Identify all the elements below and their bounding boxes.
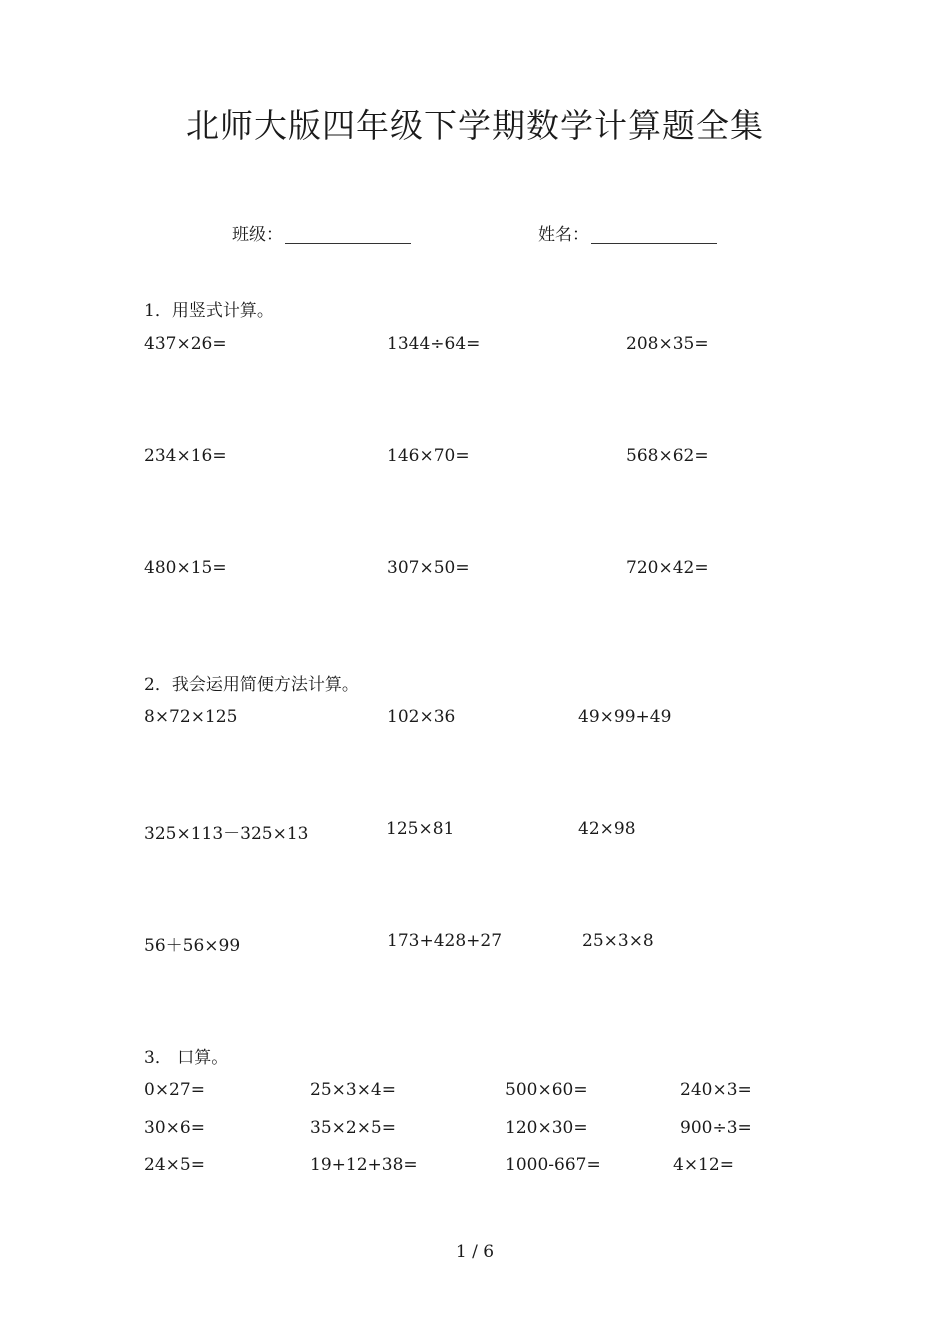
problem: 720×42= xyxy=(626,558,709,578)
section-3-heading: 3． 口算。 xyxy=(144,1048,229,1068)
class-blank[interactable] xyxy=(285,227,411,244)
name-blank[interactable] xyxy=(591,227,717,244)
problem: 146×70= xyxy=(387,446,470,466)
problem: 325×113－325×13 xyxy=(144,824,309,844)
name-field xyxy=(538,220,717,245)
problem: 102×36 xyxy=(387,707,456,727)
problem: 208×35= xyxy=(626,334,709,354)
problem: 568×62= xyxy=(626,446,709,466)
problem: 307×50= xyxy=(387,558,470,578)
problem: 19+12+38= xyxy=(310,1155,418,1175)
problem: 25×3×8 xyxy=(582,931,654,951)
problem: 500×60= xyxy=(505,1080,588,1100)
problem: 900÷3= xyxy=(680,1118,752,1138)
problem: 480×15= xyxy=(144,558,227,578)
problem: 234×16= xyxy=(144,446,227,466)
problem: 35×2×5= xyxy=(310,1118,396,1138)
section-1-heading: 1．用竖式计算。 xyxy=(144,301,274,321)
problem: 173+428+27 xyxy=(387,931,503,951)
problem: 437×26= xyxy=(144,334,227,354)
problem: 0×27= xyxy=(144,1080,205,1100)
problem: 120×30= xyxy=(505,1118,588,1138)
page-title: 北师大版四年级下学期数学计算题全集 xyxy=(186,106,764,145)
problem: 125×81 xyxy=(386,819,455,839)
name-label: 姓名： xyxy=(538,225,589,245)
problem: 56＋56×99 xyxy=(144,936,241,956)
class-field xyxy=(232,220,411,245)
problem: 24×5= xyxy=(144,1155,205,1175)
class-label: 班级： xyxy=(232,225,283,245)
problem: 25×3×4= xyxy=(310,1080,396,1100)
problem: 49×99+49 xyxy=(578,707,672,727)
page-indicator: 1 / 6 xyxy=(455,1242,495,1262)
problem: 1000-667= xyxy=(505,1155,601,1175)
problem: 30×6= xyxy=(144,1118,205,1138)
section-2-heading: 2．我会运用简便方法计算。 xyxy=(144,675,359,695)
problem: 240×3= xyxy=(680,1080,752,1100)
problem: 42×98 xyxy=(578,819,636,839)
problem: 1344÷64= xyxy=(387,334,481,354)
problem: 4×12= xyxy=(673,1155,734,1175)
problem: 8×72×125 xyxy=(144,707,238,727)
